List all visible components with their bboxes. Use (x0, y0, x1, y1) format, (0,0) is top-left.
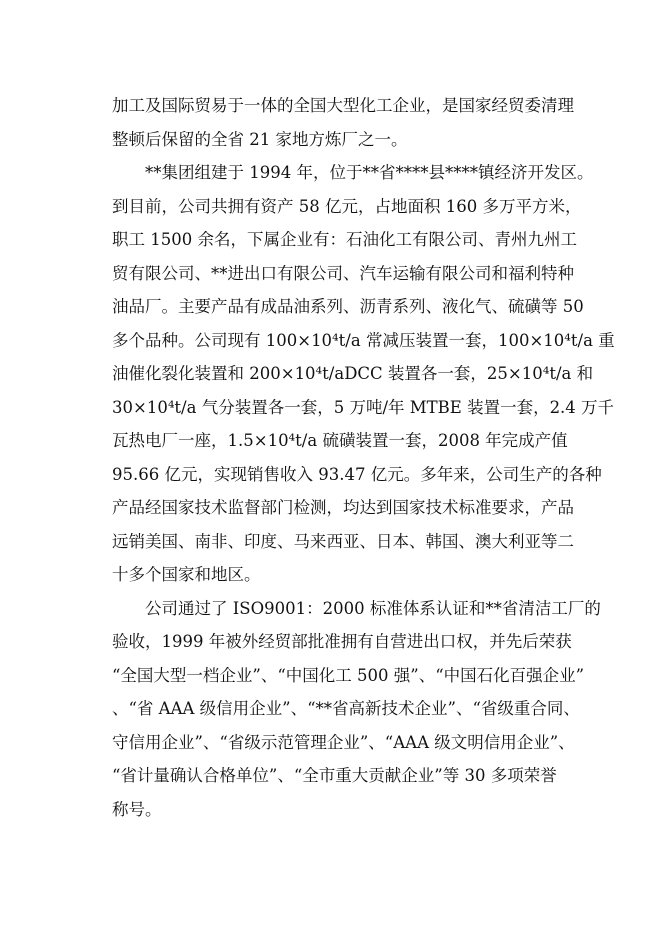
paragraph-2-line-9: 瓦热电厂一座，1.5×10⁴t/a 硫磺装置一套，2008 年完成产值 (112, 431, 568, 450)
paragraph-2-line-7: 油催化裂化装置和 200×10⁴t/aDCC 装置各一套，25×10⁴t/a 和 (112, 364, 594, 383)
paragraph-3-line-1: 公司通过了 ISO9001：2000 标准体系认证和**省清洁工厂的 (145, 598, 601, 618)
paragraph-3-line-3: “全国大型一档企业”、“中国化工 500 强”、“中国石化百强企业” (112, 665, 585, 685)
paragraph-2-line-1: **集团组建于 1994 年，位于**省****县****镇经济开发区。 (145, 163, 594, 182)
paragraph-3-line-2: 验收，1999 年被外经贸部批准拥有自营进出口权，并先后荣获 (112, 632, 572, 651)
paragraph-2-line-10: 95.66 亿元，实现销售收入 93.47 亿元。多年来，公司生产的各种 (112, 464, 602, 484)
paragraph-2-line-3: 职工 1500 余名，下属企业有：石油化工有限公司、青州九州工 (112, 230, 577, 249)
paragraph-3-line-6: “省计量确认合格单位”、“全市重大贡献企业”等 30 多项荣誉 (112, 766, 557, 785)
document-body (112, 89, 615, 826)
paragraph-2-line-2: 到目前，公司共拥有资产 58 亿元，占地面积 160 多万平方米， (112, 196, 582, 216)
paragraph-2-line-12: 远销美国、南非、印度、马来西亚、日本、韩国、澳大利亚等二 (112, 531, 574, 551)
paragraph-2-line-6: 多个品种。公司现有 100×10⁴t/a 常减压装置一套，100×10⁴t/a 重 (112, 330, 615, 350)
paragraph-1-line-2: 整顿后保留的全省 21 家地方炼厂之一。 (112, 129, 408, 149)
paragraph-2-line-11: 产品经国家技术监督部门检测，均达到国家技术标准要求，产品 (112, 498, 574, 517)
paragraph-3-line-5: 守信用企业”、“省级示范管理企业”、“AAA 级文明信用企业”、 (112, 732, 575, 752)
paragraph-2-line-4: 贸有限公司、**进出口有限公司、汽车运输有限公司和福利特种 (112, 263, 574, 283)
paragraph-2-line-13: 十多个国家和地区。 (112, 565, 261, 584)
paragraph-1-line-1: 加工及国际贸易于一体的全国大型化工企业，是国家经贸委清理 (112, 96, 574, 115)
paragraph-2-line-5: 油品厂。主要产品有成品油系列、沥青系列、液化气、硫磺等 50 (112, 297, 584, 316)
paragraph-3-line-4: 、“省 AAA 级信用企业”、“**省高新技术企业”、“省级重合同、 (112, 699, 580, 718)
paragraph-3-line-7: 称号。 (112, 799, 162, 819)
paragraph-2-line-8: 30×10⁴t/a 气分装置各一套，5 万吨/年 MTBE 装置一套，2.4 万千 (112, 397, 615, 417)
